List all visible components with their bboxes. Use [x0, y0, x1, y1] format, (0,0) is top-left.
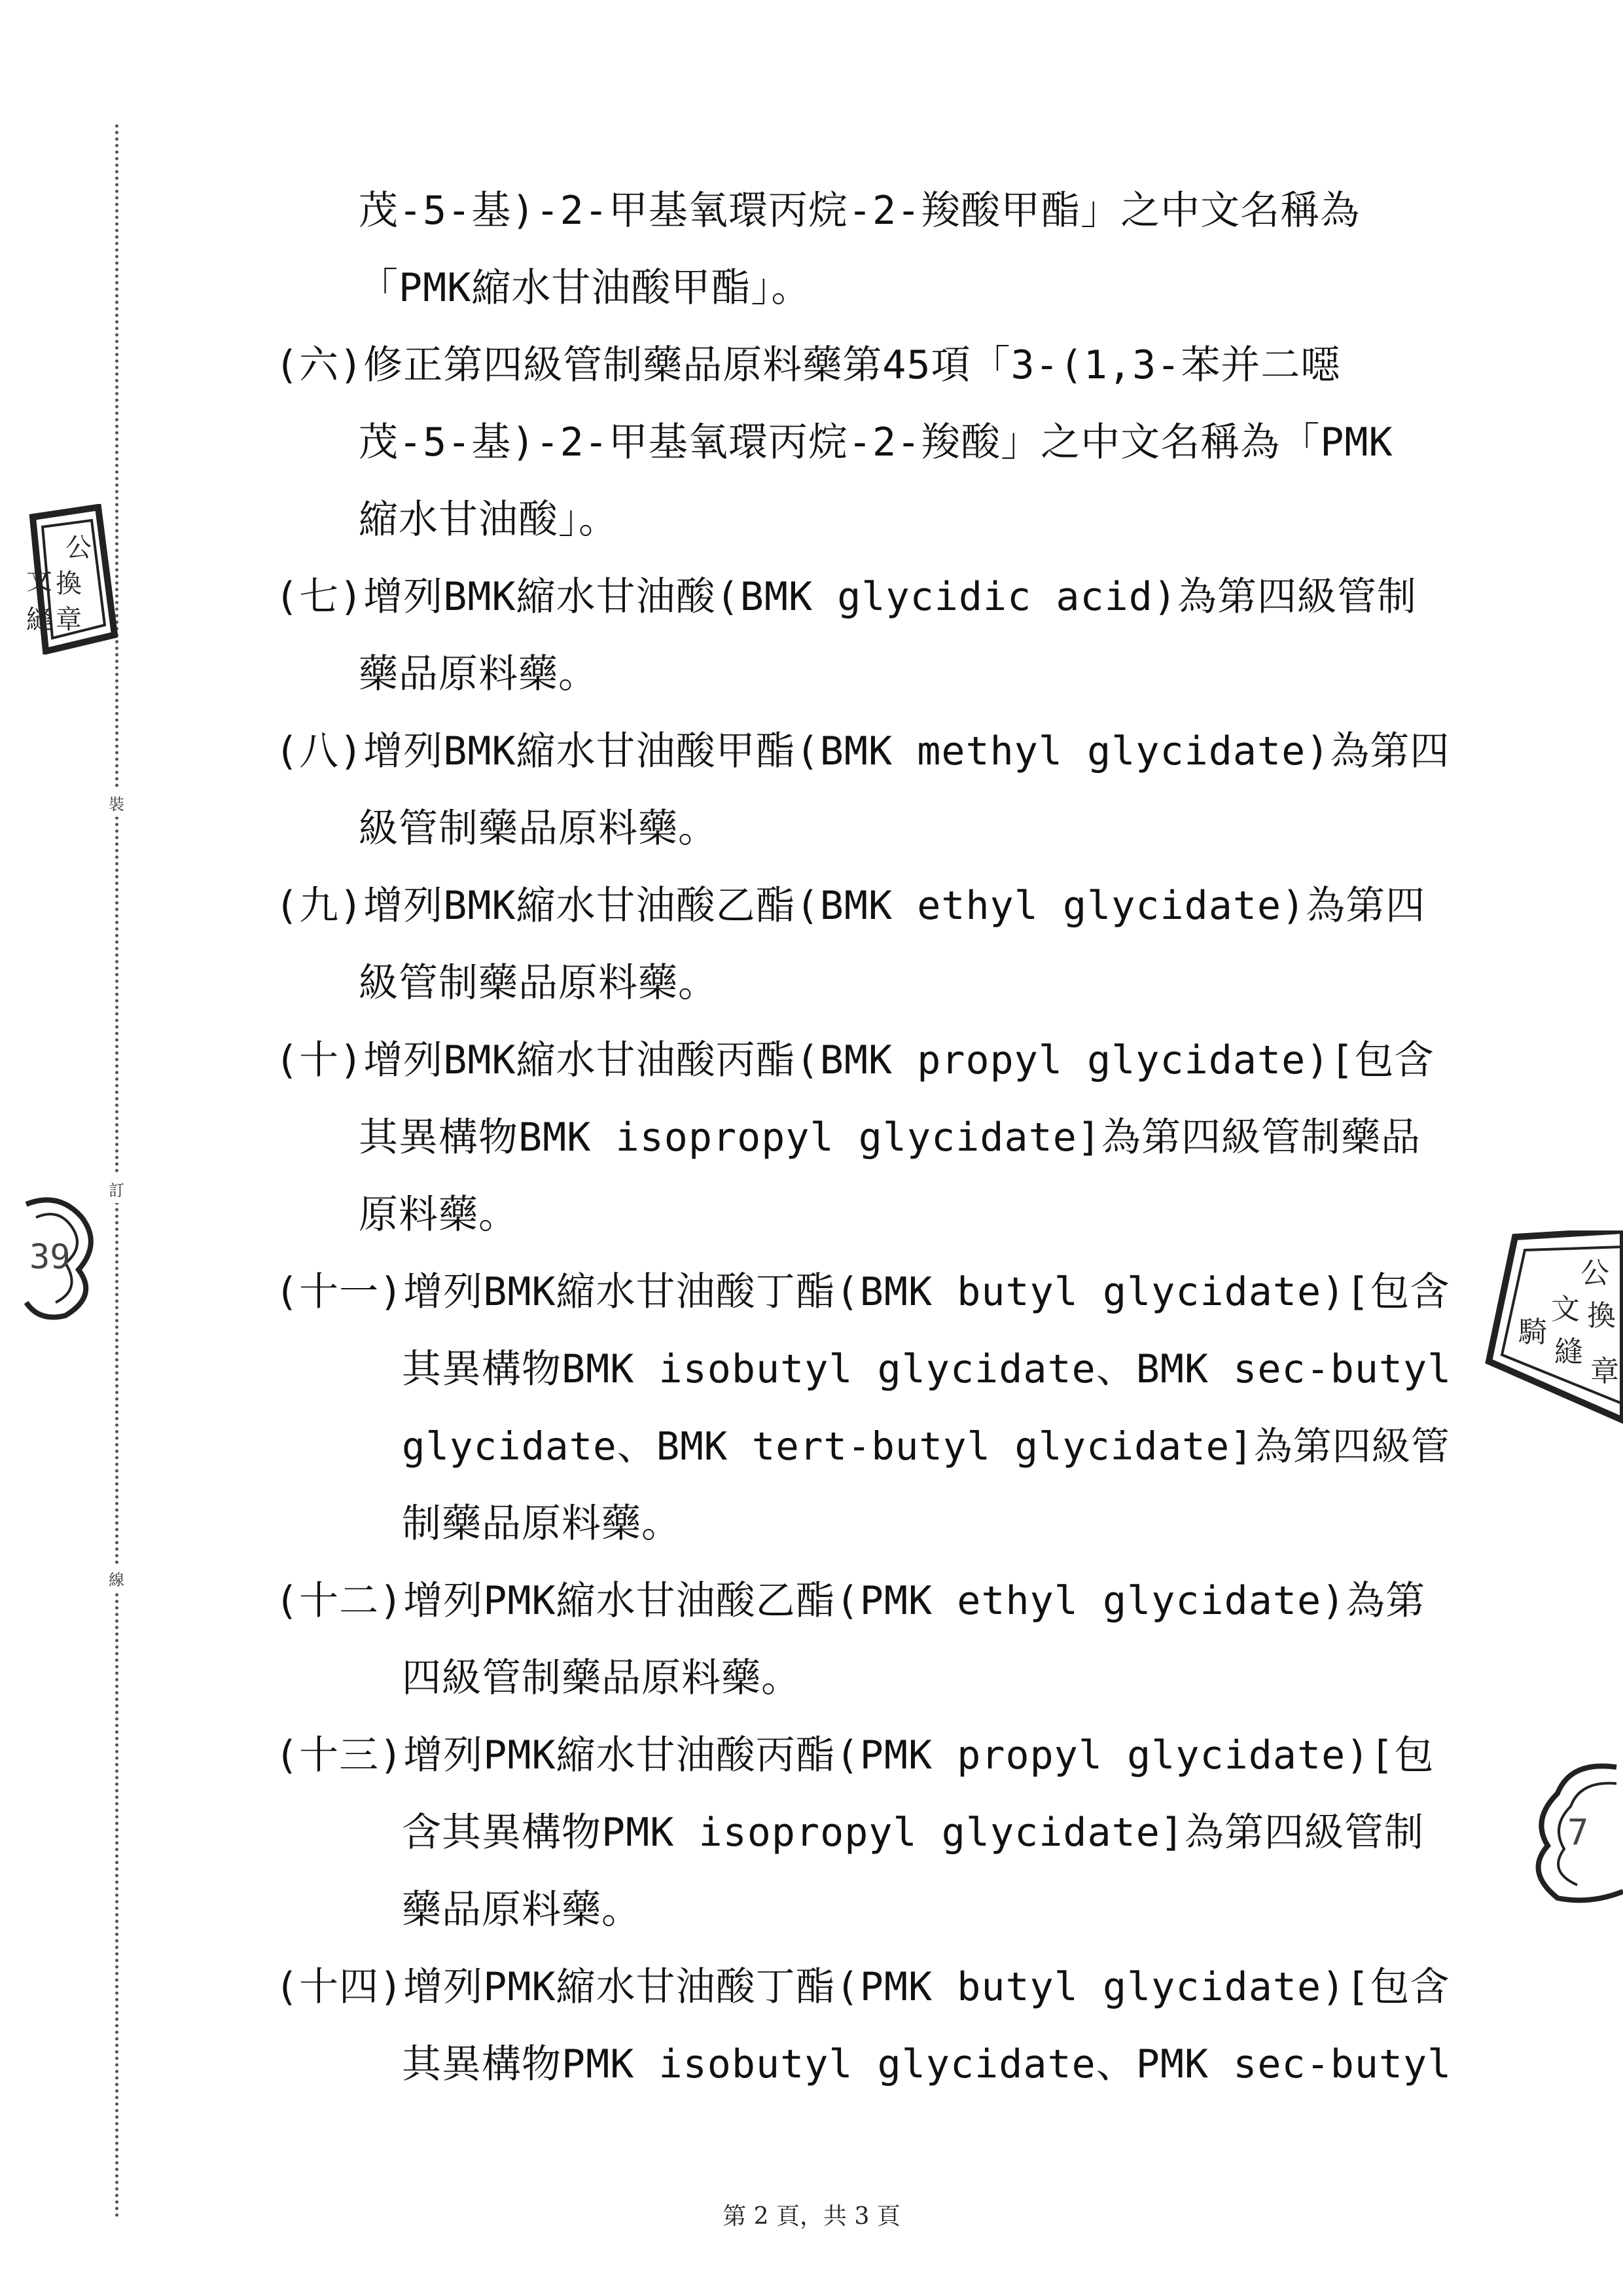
svg-text:換: 換: [1587, 1299, 1616, 1333]
body-line-7: 藥品原料藥。: [359, 651, 598, 697]
svg-text:章: 章: [56, 605, 82, 635]
svg-text:公: 公: [65, 533, 92, 563]
body-line-9: 級管制藥品原料藥。: [359, 806, 718, 852]
seam-seal-right-mid: [1518, 1761, 1623, 1905]
seam-seal-left-top: [20, 504, 118, 655]
svg-text:換: 換: [56, 569, 82, 599]
binding-mark-ding: 訂: [109, 1175, 124, 1203]
svg-text:公: 公: [1580, 1257, 1609, 1290]
body-line-6: (七)增列BMK縮水甘油酸(BMK glycidic acid)為第四級管制: [275, 574, 1417, 620]
svg-text:騎: 騎: [1518, 1316, 1547, 1349]
body-line-3: (六)修正第四級管制藥品原料藥第45項「3-(1,3-苯并二噁: [275, 342, 1341, 388]
body-line-22: 含其異構物PMK isopropyl glycidate]為第四級管制: [402, 1810, 1424, 1856]
svg-text:縫: 縫: [1554, 1335, 1583, 1369]
body-line-21: (十三)增列PMK縮水甘油酸丙酯(PMK propyl glycidate)[包: [275, 1732, 1435, 1778]
body-line-4: 茂-5-基)-2-甲基氧環丙烷-2-羧酸」之中文名稱為「PMK: [359, 420, 1393, 465]
body-line-14: 原料藥。: [359, 1192, 518, 1238]
body-line-11: 級管制藥品原料藥。: [359, 960, 718, 1006]
svg-text:文: 文: [1551, 1293, 1580, 1326]
body-line-18: 制藥品原料藥。: [402, 1501, 681, 1547]
body-line-25: 其異構物PMK isobutyl glycidate、PMK sec-butyl: [402, 2041, 1452, 2087]
body-line-16: 其異構物BMK isobutyl glycidate、BMK sec-butyl: [402, 1346, 1452, 1392]
body-line-5: 縮水甘油酸」。: [359, 497, 618, 543]
body-line-2: 「PMK縮水甘油酸甲酯」。: [359, 265, 812, 311]
body-line-20: 四級管制藥品原料藥。: [402, 1655, 801, 1701]
svg-text:文: 文: [26, 565, 52, 596]
body-line-1: 茂-5-基)-2-甲基氧環丙烷-2-羧酸甲酯」之中文名稱為: [359, 188, 1361, 234]
body-line-23: 藥品原料藥。: [402, 1887, 641, 1933]
body-line-13: 其異構物BMK isopropyl glycidate]為第四級管制藥品: [359, 1115, 1421, 1160]
body-line-19: (十二)增列PMK縮水甘油酸乙酯(PMK ethyl glycidate)為第: [275, 1578, 1426, 1624]
page-indicator: 第 2 頁，共 3 頁: [722, 2203, 901, 2230]
svg-text:章: 章: [1590, 1355, 1619, 1388]
binding-dotted-line: [115, 124, 118, 2219]
svg-text:39: 39: [29, 1238, 71, 1277]
body-line-24: (十四)增列PMK縮水甘油酸丁酯(PMK butyl glycidate)[包含: [275, 1964, 1450, 2010]
body-line-10: (九)增列BMK縮水甘油酸乙酯(BMK ethyl glycidate)為第四: [275, 883, 1426, 929]
binding-mark-xian: 線: [109, 1564, 124, 1592]
body-line-12: (十)增列BMK縮水甘油酸丙酯(BMK propyl glycidate)[包含: [275, 1037, 1435, 1083]
seam-seal-left-mid: [20, 1191, 105, 1322]
body-line-15: (十一)增列BMK縮水甘油酸丁酯(BMK butyl glycidate)[包含: [275, 1269, 1450, 1315]
binding-mark-zhuang: 裝: [109, 789, 124, 817]
svg-text:縫: 縫: [26, 605, 52, 635]
seam-seal-right-top: [1482, 1230, 1623, 1427]
body-line-8: (八)增列BMK縮水甘油酸甲酯(BMK methyl glycidate)為第四: [275, 728, 1450, 774]
body-line-17: glycidate、BMK tert-butyl glycidate]為第四級管: [402, 1424, 1450, 1469]
svg-text:7: 7: [1567, 1812, 1589, 1853]
